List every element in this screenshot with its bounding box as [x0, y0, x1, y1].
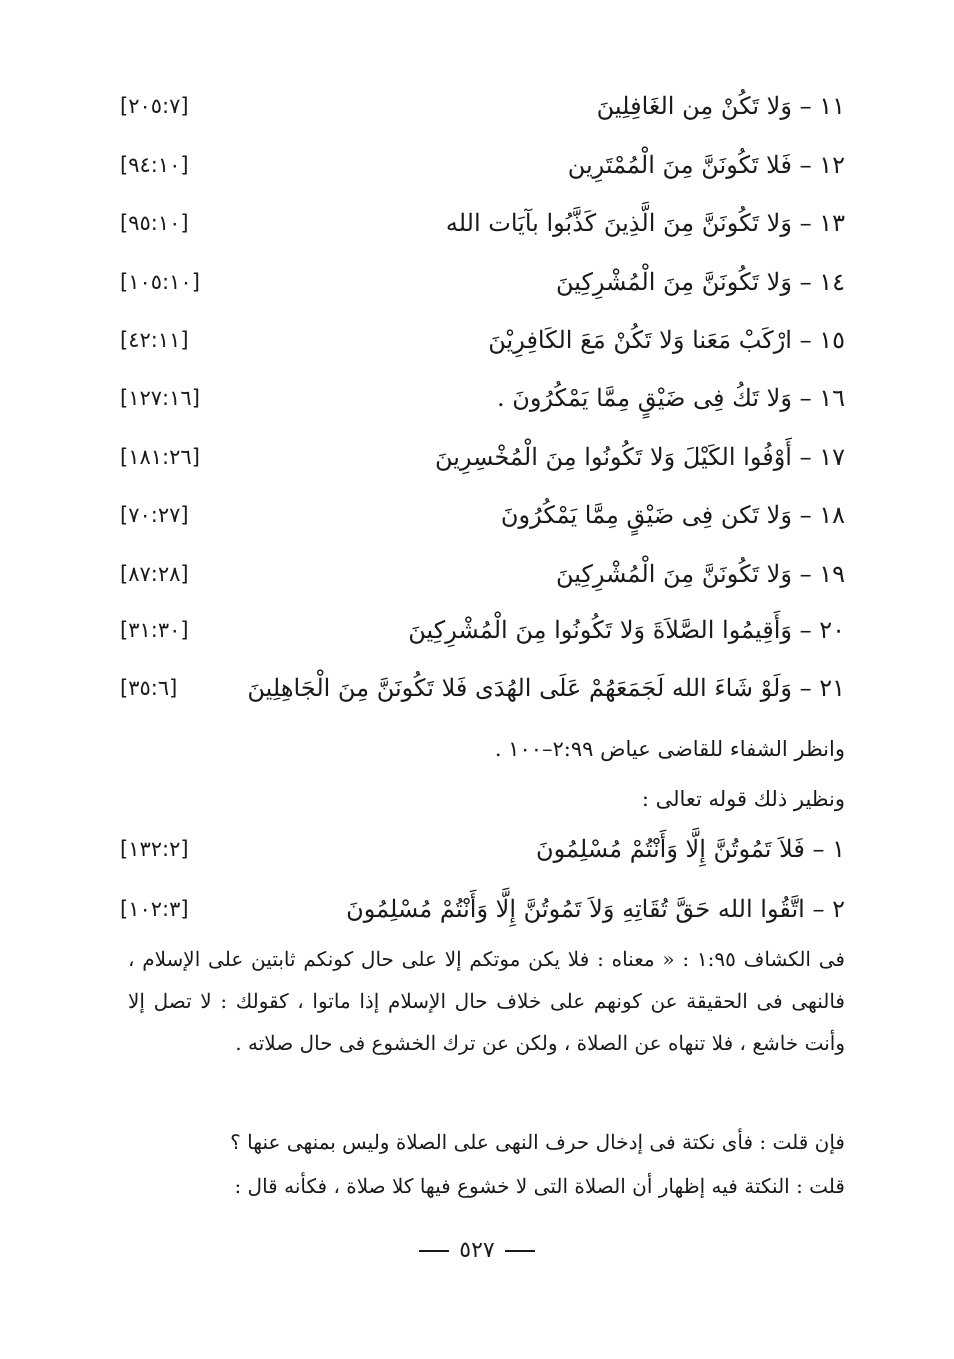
- verse-reference: [٣٥:٦]: [120, 676, 178, 700]
- qult-line-2: قلت : النكتة فيه إظهار أن الصلاة التى لا خشوع فيها كلا صلاة ، فكأنه قال :: [234, 1174, 845, 1198]
- verse-reference: [٢٠٥:٧]: [120, 94, 189, 118]
- verse-text: ٢١ – وَلَوْ شَاءَ الله لَجَمَعَهُمْ عَلَى الهُدَى فَلا تَكُونَنَّ مِنَ الْجَاهِلِينَ: [247, 674, 845, 702]
- verse-reference: [١٠٥:١٠]: [120, 270, 200, 294]
- verse-text: ١٨ – وَلا تَكن فِى ضَيْقٍ مِمَّا يَمْكُرُونَ: [500, 501, 845, 529]
- verse-text: ١٣ – وَلا تَكُونَنَّ مِنَ الَّذِينَ كَذَّبُوا بآيَات الله: [445, 209, 845, 237]
- verse-text: ١٧ – أَوْفُوا الكَيْلَ وَلا تَكُونُوا مِنَ الْمُخْسِرِينَ: [434, 443, 845, 471]
- verse-reference: [١٠٢:٣]: [120, 897, 189, 921]
- verse-row: [120, 86, 845, 126]
- verse-row: [120, 437, 845, 477]
- footer-dash-left: [419, 1250, 449, 1252]
- shifa-note: وانظر الشفاء للقاضى عياض ٢:٩٩–١٠٠ .: [494, 737, 845, 761]
- verse-text: ١٦ – وَلا تَكُ فِى ضَيْقٍ مِمَّا يَمْكُرُونَ .: [496, 384, 845, 412]
- verse-row: [120, 145, 845, 185]
- verse-text: ١ – فَلاَ تَمُوتُنَّ إِلَّا وَأَنْتُمْ مُسْلِمُونَ: [536, 835, 845, 863]
- verse-row: [120, 320, 845, 360]
- verse-reference: [١٣٢:٢]: [120, 837, 189, 861]
- qult-paragraph: [128, 1120, 845, 1208]
- footer-dash-right: [505, 1250, 535, 1252]
- verse-reference: [٩٥:١٠]: [120, 211, 189, 235]
- verse-text: ١٤ – وَلا تَكُونَنَّ مِنَ الْمُشْرِكِينَ: [555, 268, 845, 296]
- verse-text: ١٩ – وَلا تَكُونَنَّ مِنَ الْمُشْرِكِينَ: [555, 560, 845, 588]
- verse-row: [120, 829, 845, 869]
- verse-row: [120, 203, 845, 243]
- verse-row: [120, 889, 845, 929]
- verse-row: [120, 378, 845, 418]
- verse-reference: [٣١:٣٠]: [120, 618, 189, 642]
- intro-line: ونظير ذلك قوله تعالى :: [641, 787, 845, 811]
- verse-row: [120, 554, 845, 594]
- verse-text: ٢ – اتَّقُوا الله حَقَّ تُقَاتِهِ وَلاَ تَمُوتُنَّ إِلَّا وَأَنْتُمْ مُسْلِمُونَ: [346, 895, 845, 923]
- verse-text: ١١ – وَلا تَكُنْ مِن الغَافِلِينَ: [596, 92, 845, 120]
- verse-reference: [١٨١:٢٦]: [120, 445, 200, 469]
- verse-reference: [٩٤:١٠]: [120, 153, 189, 177]
- kashshaf-paragraph: فى الكشاف ١:٩٥ : « معناه : فلا يكن موتكم إلا على حال كونكم ثابتين على الإسلام ، فالنهى فى الحقيقة عن كونهم على خلاف حال الإسلام إذا ماتوا ، كقولك : لا تصل إلا وأنت خاشع ، فلا تنهاه عن الصلاة ، ولكن عن ترك الخشوع فى حال صلاته .: [128, 947, 845, 1055]
- page-number-footer: [0, 1236, 954, 1266]
- verse-reference: [٨٧:٢٨]: [120, 562, 189, 586]
- verse-text: ١٢ – فَلا تَكُونَنَّ مِنَ الْمُمْتَرِين: [567, 151, 845, 179]
- verse-text: ٢٠ – وَأَقِيمُوا الصَّلاَةَ وَلا تَكُونُوا مِنَ الْمُشْرِكِينَ: [408, 616, 845, 644]
- verse-row: [120, 262, 845, 302]
- page-number: ٥٢٧: [459, 1238, 495, 1263]
- verse-reference: [٧٠:٢٧]: [120, 503, 189, 527]
- verse-text: ١٥ – ارْكَبْ مَعَنا وَلا تَكُنْ مَعَ الكَافِرِيْنَ: [488, 326, 845, 354]
- qult-line-1: فإن قلت : فأى نكتة فى إدخال حرف النهى على الصلاة وليس بمنهى عنها ؟: [230, 1130, 845, 1154]
- verse-row: [120, 610, 845, 650]
- verse-reference: [١٢٧:١٦]: [120, 386, 200, 410]
- verse-reference: [٤٢:١١]: [120, 328, 189, 352]
- verse-row: [120, 495, 845, 535]
- verse-row: [120, 668, 845, 708]
